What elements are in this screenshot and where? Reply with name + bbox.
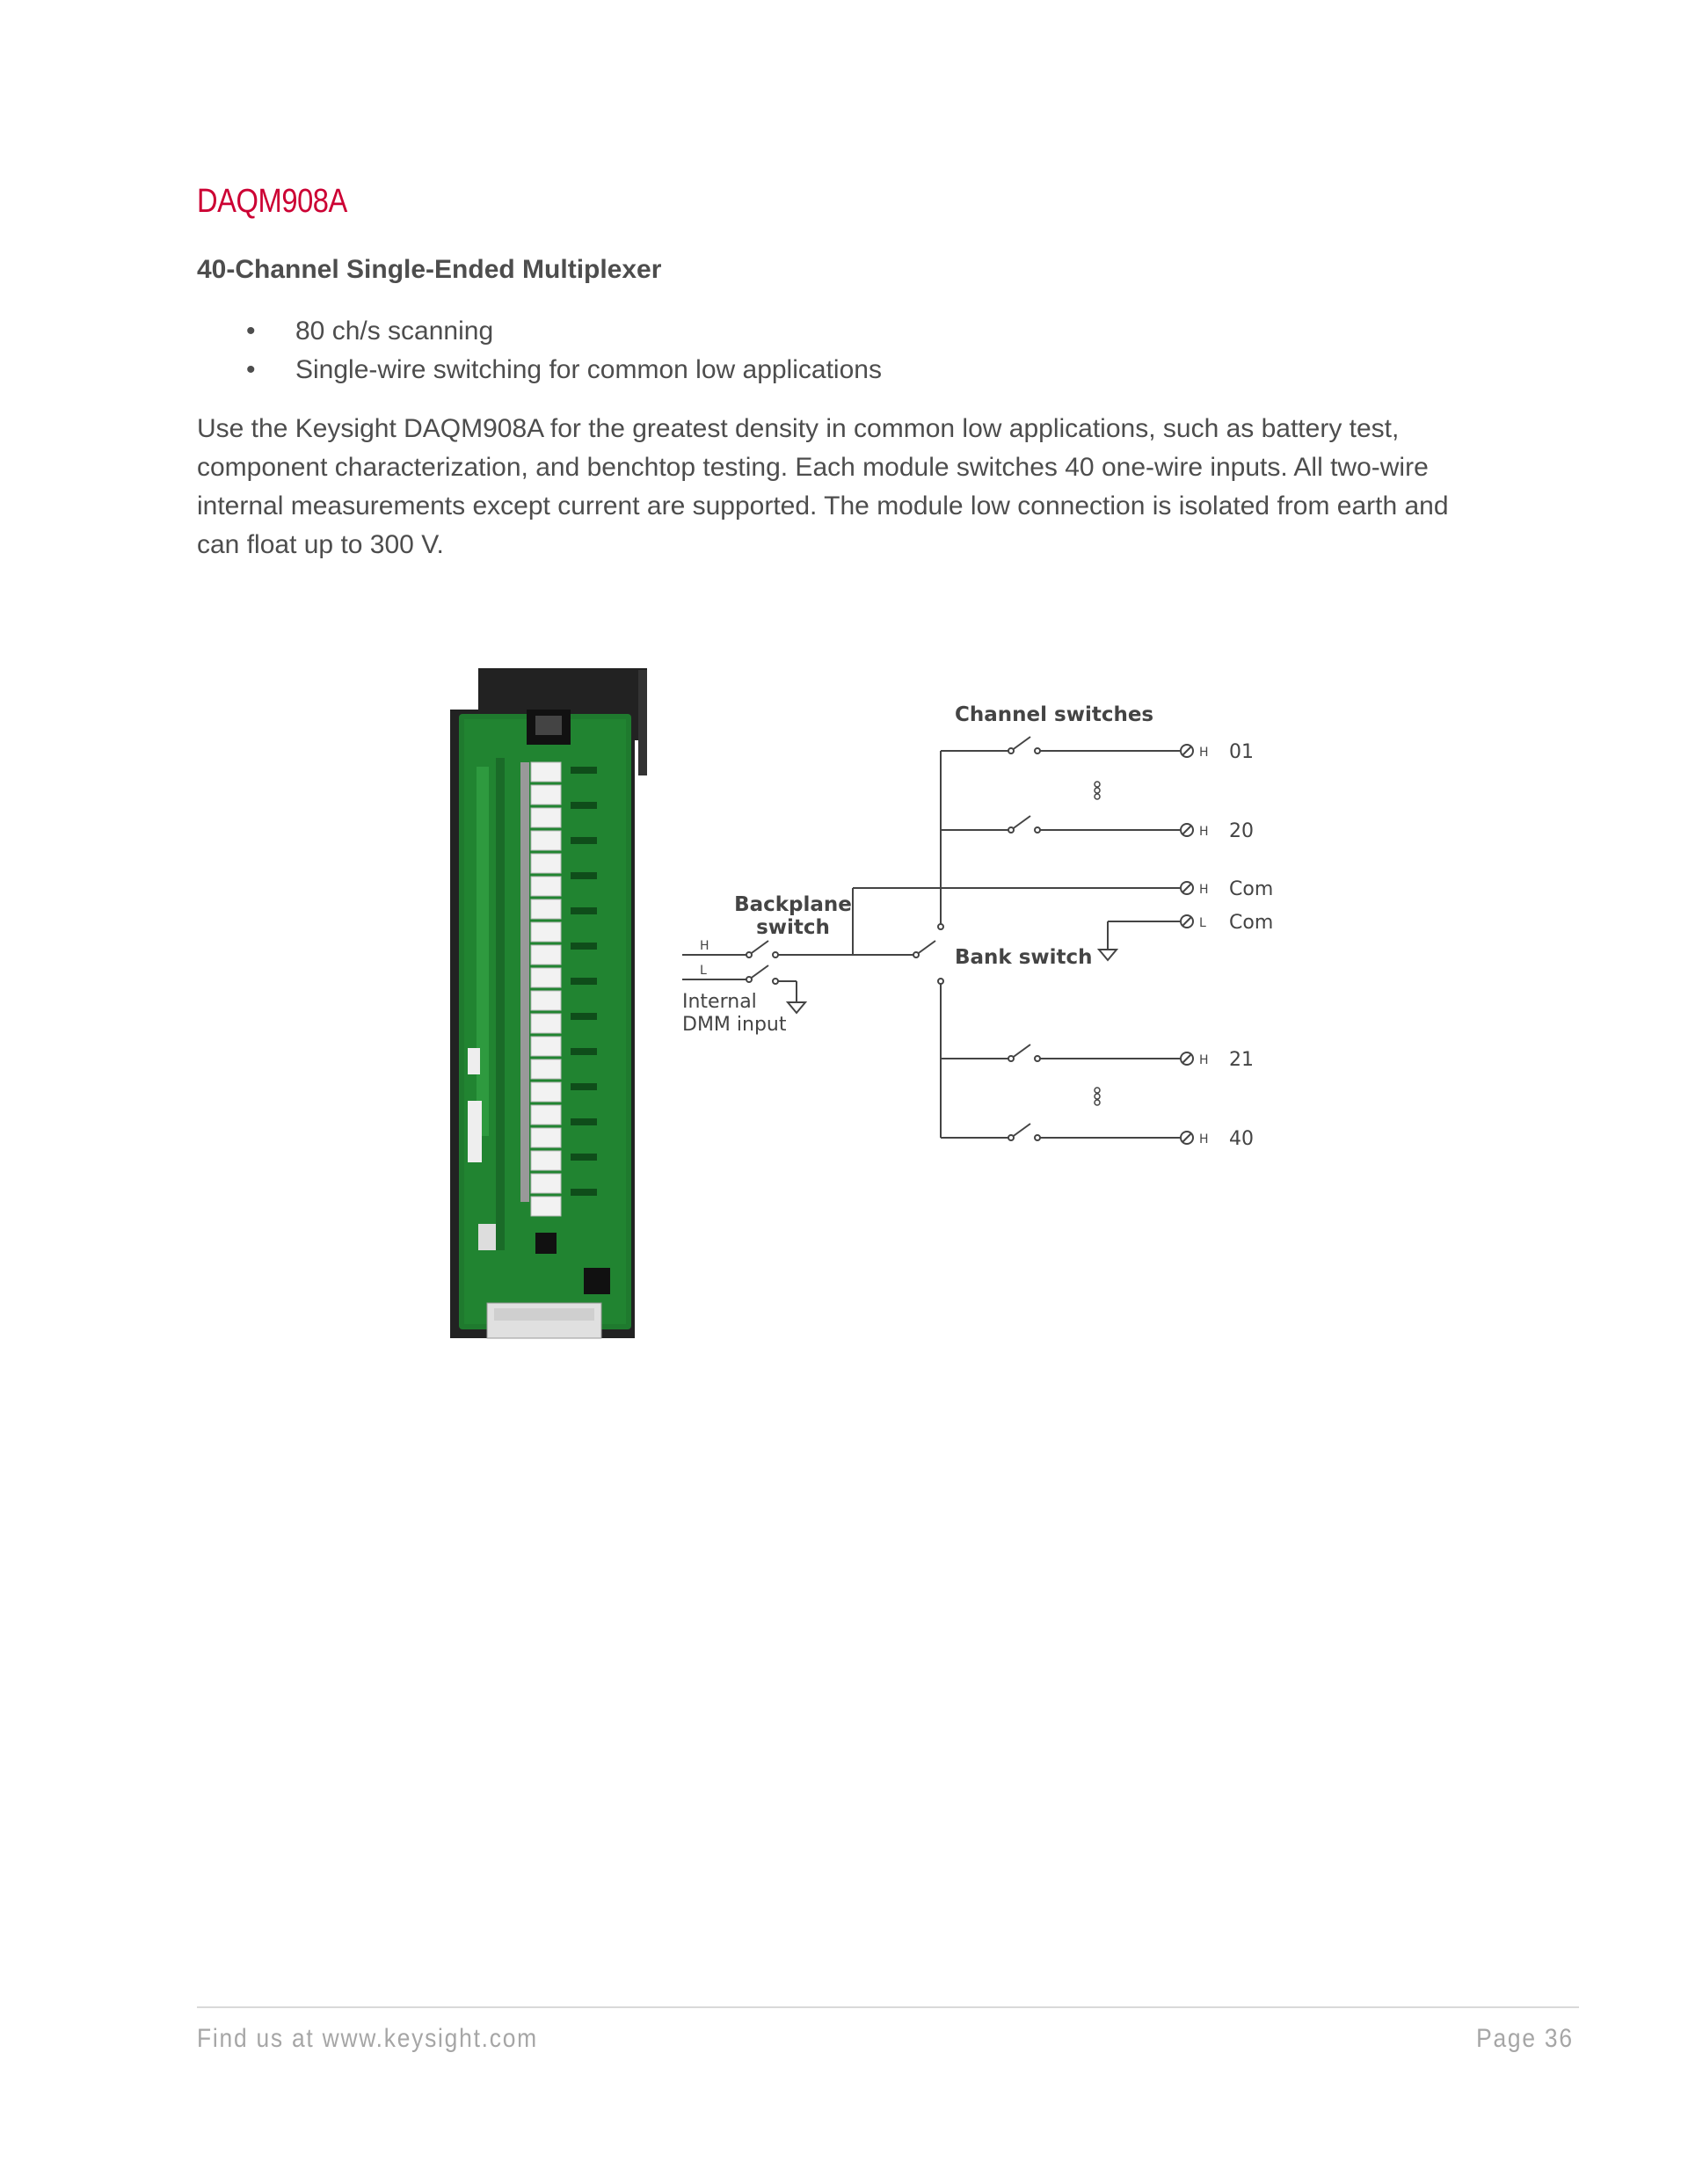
backplane-label: Backplane <box>734 893 852 916</box>
switch-schematic <box>668 695 1301 1169</box>
backplane-h-label: H <box>700 939 709 953</box>
bullet-icon: • <box>246 317 256 346</box>
feature-text: 80 ch/s scanning <box>295 317 494 346</box>
section-subtitle: 40-Channel Single-Ended Multiplexer <box>197 255 662 284</box>
channel-21-label: 21 <box>1229 1049 1254 1071</box>
terminal-l-label: L <box>1199 916 1206 930</box>
bullet-icon: • <box>246 355 256 384</box>
terminal-h-label: H <box>1199 825 1209 839</box>
channel-20-label: 20 <box>1229 820 1254 842</box>
terminal-h-label: H <box>1199 1132 1209 1147</box>
footer-page-number: Page 36 <box>1476 2024 1574 2053</box>
footer-divider <box>197 2006 1579 2008</box>
terminal-h-label: H <box>1199 1053 1209 1067</box>
channel-01-label: 01 <box>1229 741 1254 763</box>
terminal-h-label: H <box>1199 883 1209 897</box>
feature-text: Single-wire switching for common low applications <box>295 355 882 384</box>
footer-website: Find us at www.keysight.com <box>197 2024 538 2053</box>
internal-dmm-label: DMM input <box>682 1014 787 1036</box>
page-title: DAQM908A <box>197 183 347 220</box>
feature-list <box>197 312 882 389</box>
com-h-label: Com <box>1229 878 1274 900</box>
channel-switches-label: Channel switches <box>955 703 1154 726</box>
backplane-l-label: L <box>700 964 707 978</box>
list-item <box>197 351 882 389</box>
terminal-h-label: H <box>1199 746 1209 760</box>
backplane-label: switch <box>756 916 830 939</box>
channel-40-label: 40 <box>1229 1128 1254 1150</box>
com-l-label: Com <box>1229 912 1274 934</box>
description-paragraph: Use the Keysight DAQM908A for the greatest density in common low applications, such as battery test, component characterization, and benchtop testing. Each module switches 40 one-wire inputs. All two-wire internal measurements except current are supported. The module low connection is isolated from earth and can float up to 300 V. <box>197 414 1449 559</box>
bank-switch-label: Bank switch <box>955 946 1093 969</box>
list-item <box>197 312 882 351</box>
module-photo <box>443 661 654 1347</box>
internal-dmm-label: Internal <box>682 991 757 1013</box>
